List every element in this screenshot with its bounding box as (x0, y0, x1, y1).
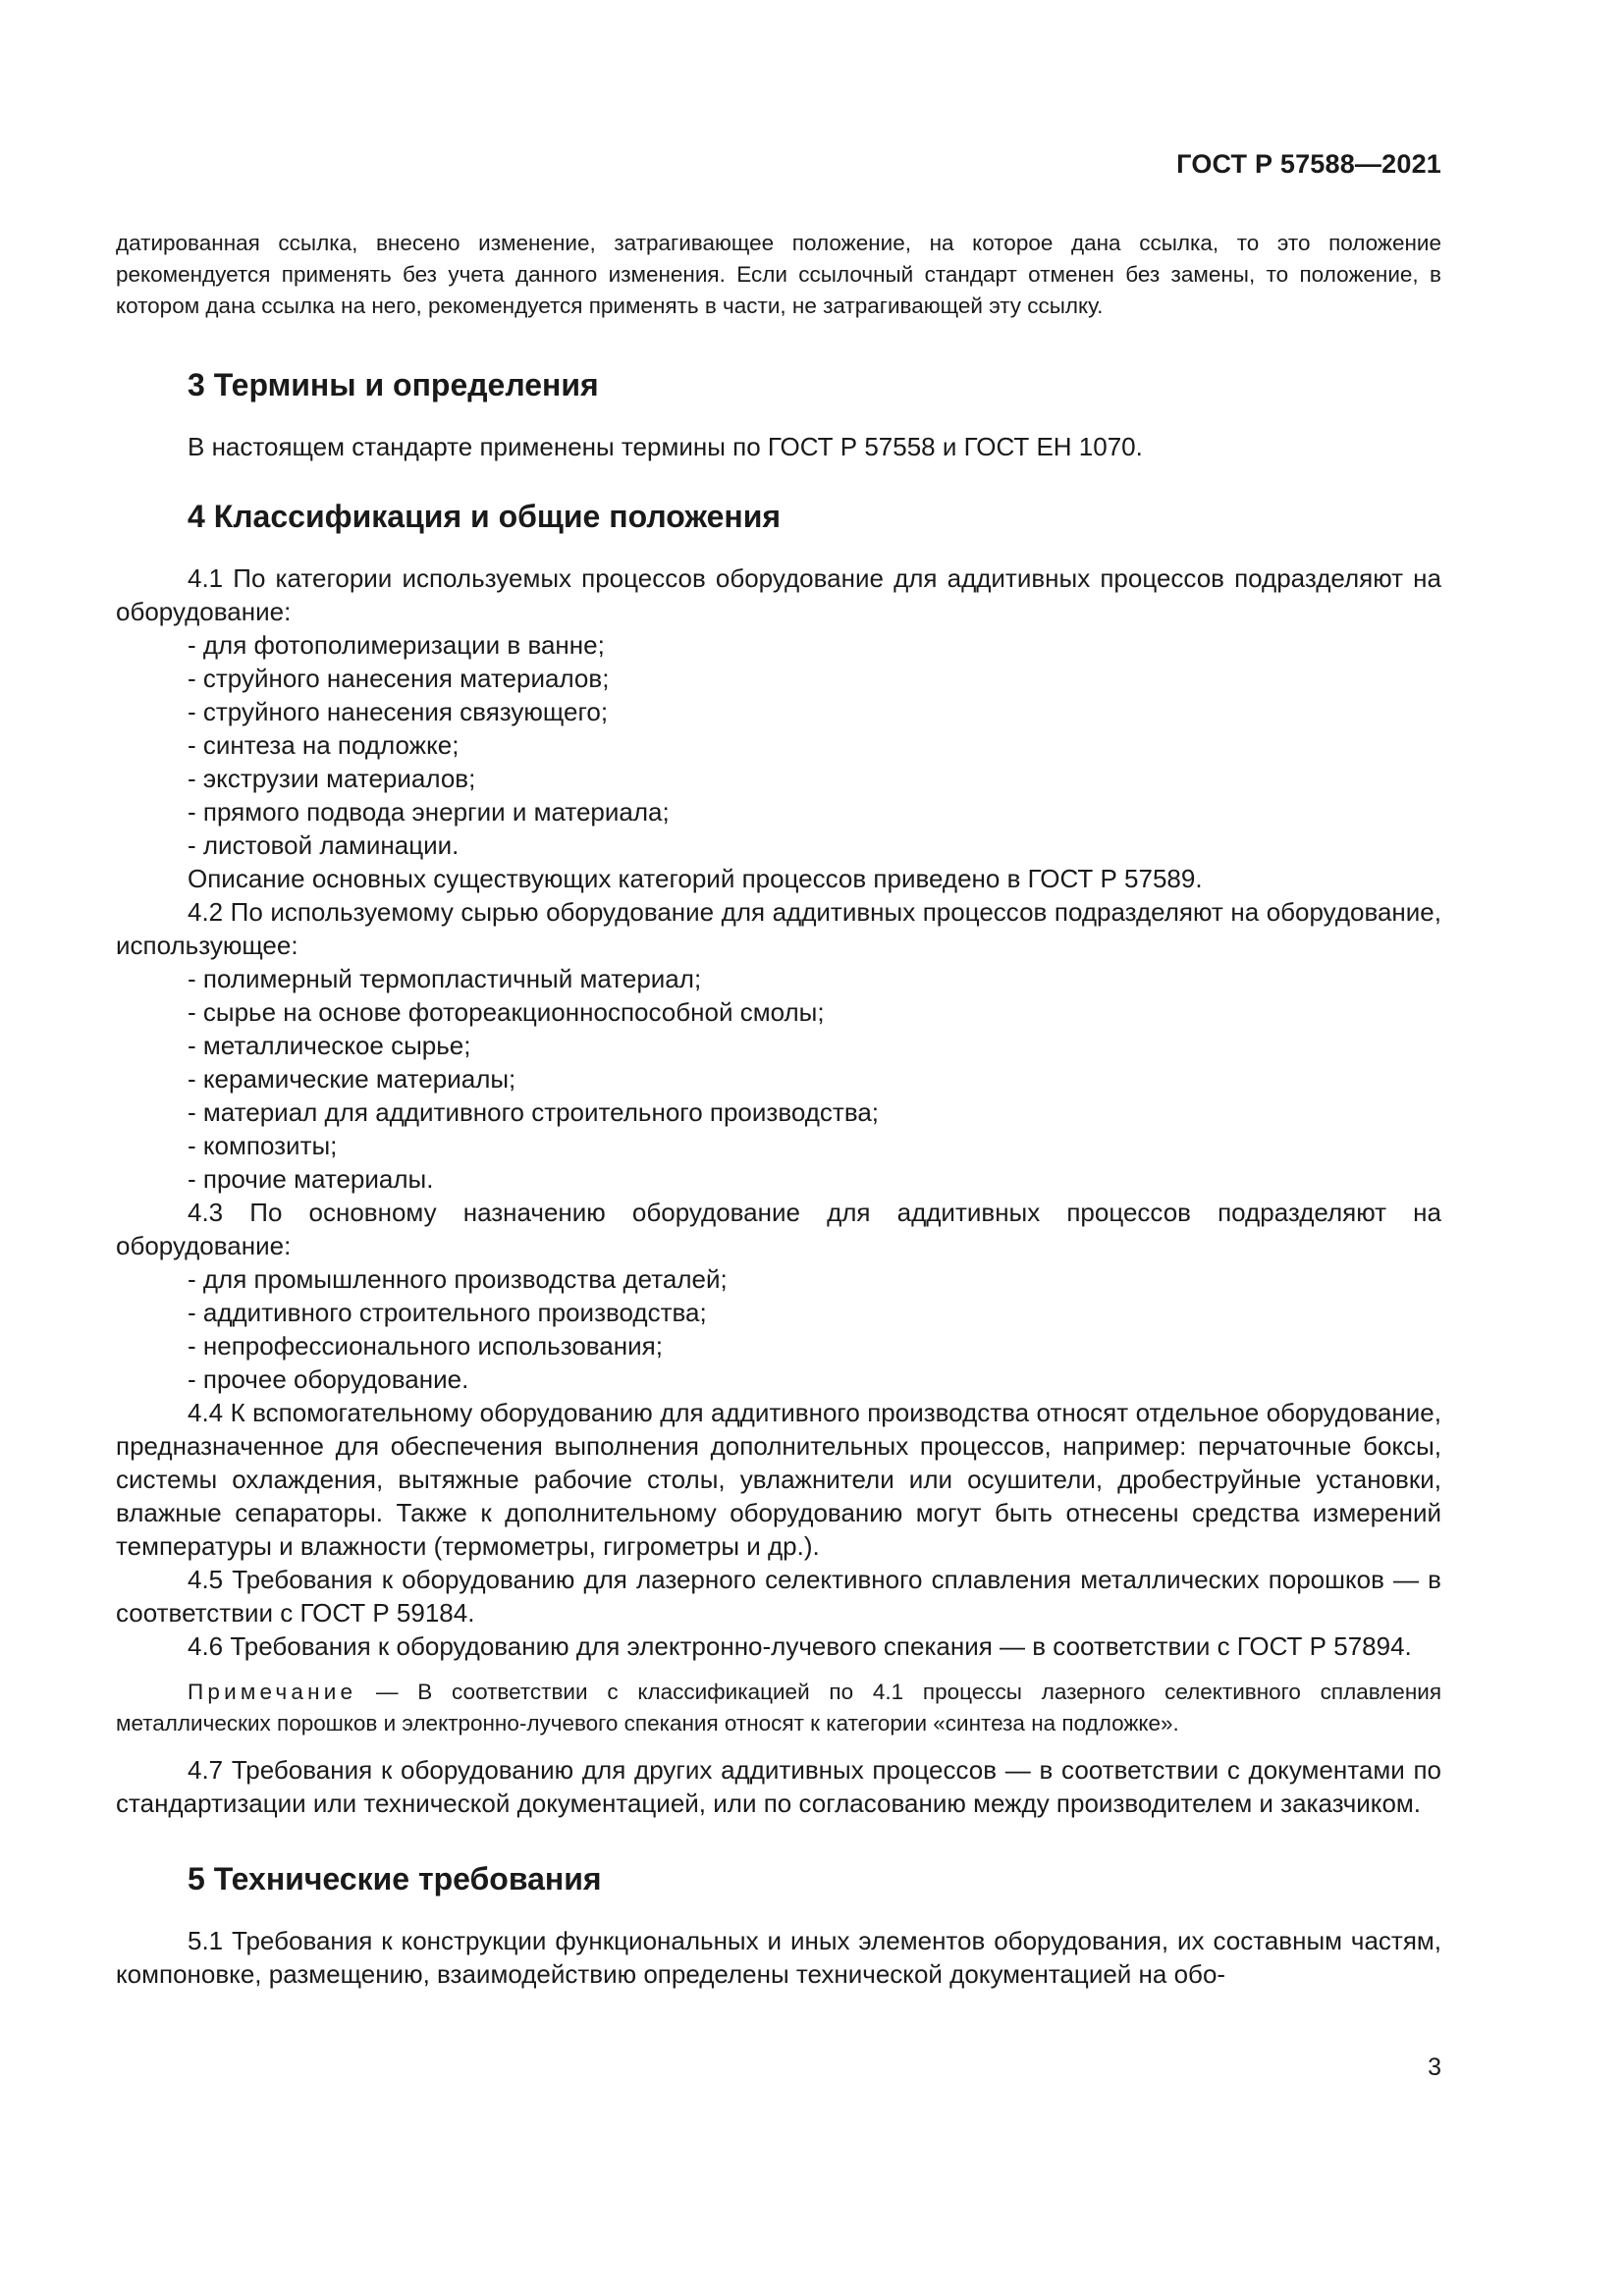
section-5-body (116, 1924, 1441, 1991)
clause-4-3: 4.3 По основному назначению оборудование для аддитивных процессов подразделяют на оборудование: (116, 1198, 1441, 1260)
list-item: - для фотополимеризации в ванне; (188, 630, 605, 660)
page-number: 3 (1428, 2054, 1441, 2081)
clause-4-7: 4.7 Требования к оборудованию для других аддитивных процессов — в соответствии с документами по стандартизации или технической документацией, или по согласованию между производителем и заказчиком. (116, 1755, 1441, 1818)
clause-4-7-block (116, 1753, 1441, 1820)
list-item: - прочие материалы. (188, 1164, 434, 1194)
list-item: - сырье на основе фотореакционноспособной смолы; (188, 997, 825, 1027)
list-item: - полимерный термопластичный материал; (188, 964, 702, 993)
list-item: - керамические материалы; (188, 1064, 516, 1094)
clause-4-1: 4.1 По категории используемых процессов оборудование для аддитивных процессов подразделяют на оборудование: (116, 563, 1441, 626)
list-item: - материал для аддитивного строительного производства; (188, 1097, 880, 1127)
section-3-text: В настоящем стандарте применены термины по ГОСТ Р 57558 и ГОСТ ЕН 1070. (188, 432, 1143, 461)
list-item: - непрофессионального использования; (188, 1331, 663, 1361)
intro-paragraph: датированная ссылка, внесено изменение, затрагивающее положение, на которое дана ссылка, то это положение рекомендуется применять без учета данного изменения. Если ссылочный стандарт отменен без замены, то положение, в котором дана ссылка на него, рекомендуется применять в части, не затрагивающей эту ссылку. (116, 231, 1441, 318)
note-label: Примечание (188, 1680, 357, 1704)
list-item: - экструзии материалов; (188, 764, 476, 793)
clause-4-4: 4.4 К вспомогательному оборудованию для аддитивного производства относят отдельное оборудование, предназначенное для обеспечения выполнения дополнительных процессов, например: перчаточные боксы, системы охлаждения, вытяжные рабочие столы, увлажнители или осушители, дробеструйные установки, влажные сепараторы. Также к дополнительному оборудованию могут быть отнесены средства измерений температуры и влажности (термометры, гигрометры и др.). (116, 1398, 1441, 1561)
list-item: - листовой ламинации. (188, 830, 460, 860)
list-item: - для промышленного производства деталей; (188, 1264, 728, 1294)
clause-4-1-description: Описание основных существующих категорий процессов приведено в ГОСТ Р 57589. (188, 864, 1203, 893)
list-item: - прочее оборудование. (188, 1364, 469, 1394)
note (116, 1677, 1441, 1739)
section-3-title: 3 Термины и определения (188, 367, 599, 402)
page-content (116, 228, 1441, 1991)
clause-4-6: 4.6 Требования к оборудованию для электронно-лучевого спекания — в соответствии с ГОСТ Р 57894. (188, 1631, 1412, 1661)
list-item: - синтеза на подложке; (188, 730, 460, 760)
section-4-body (116, 561, 1441, 1663)
list-item: - струйного нанесения связующего; (188, 697, 609, 726)
clause-4-2: 4.2 По используемому сырью оборудование для аддитивных процессов подразделяют на оборудование, использующее: (116, 897, 1441, 960)
document-id-header: ГОСТ Р 57588—2021 (1176, 149, 1441, 179)
section-5-title: 5 Технические требования (188, 1861, 602, 1896)
list-item: - струйного нанесения материалов; (188, 664, 610, 693)
list-item: - композиты; (188, 1131, 338, 1160)
list-item: - металлическое сырье; (188, 1031, 471, 1060)
clause-4-5: 4.5 Требования к оборудованию для лазерного селективного сплавления металлических порошков — в соответствии с ГОСТ Р 59184. (116, 1565, 1441, 1628)
clause-5-1: 5.1 Требования к конструкции функциональных и иных элементов оборудования, их составным частям, компоновке, размещению, взаимодействию определены технической документацией на обо- (116, 1926, 1441, 1989)
section-4-title: 4 Классификация и общие положения (188, 499, 782, 534)
note-text: — В соответствии с классификацией по 4.1 процессы лазерного селективного сплавления металлических порошков и электронно-лучевого спекания относят к категории «синтеза на подложке». (116, 1680, 1441, 1735)
list-item: - аддитивного строительного производства; (188, 1298, 707, 1327)
list-item: - прямого подвода энергии и материала; (188, 797, 670, 827)
